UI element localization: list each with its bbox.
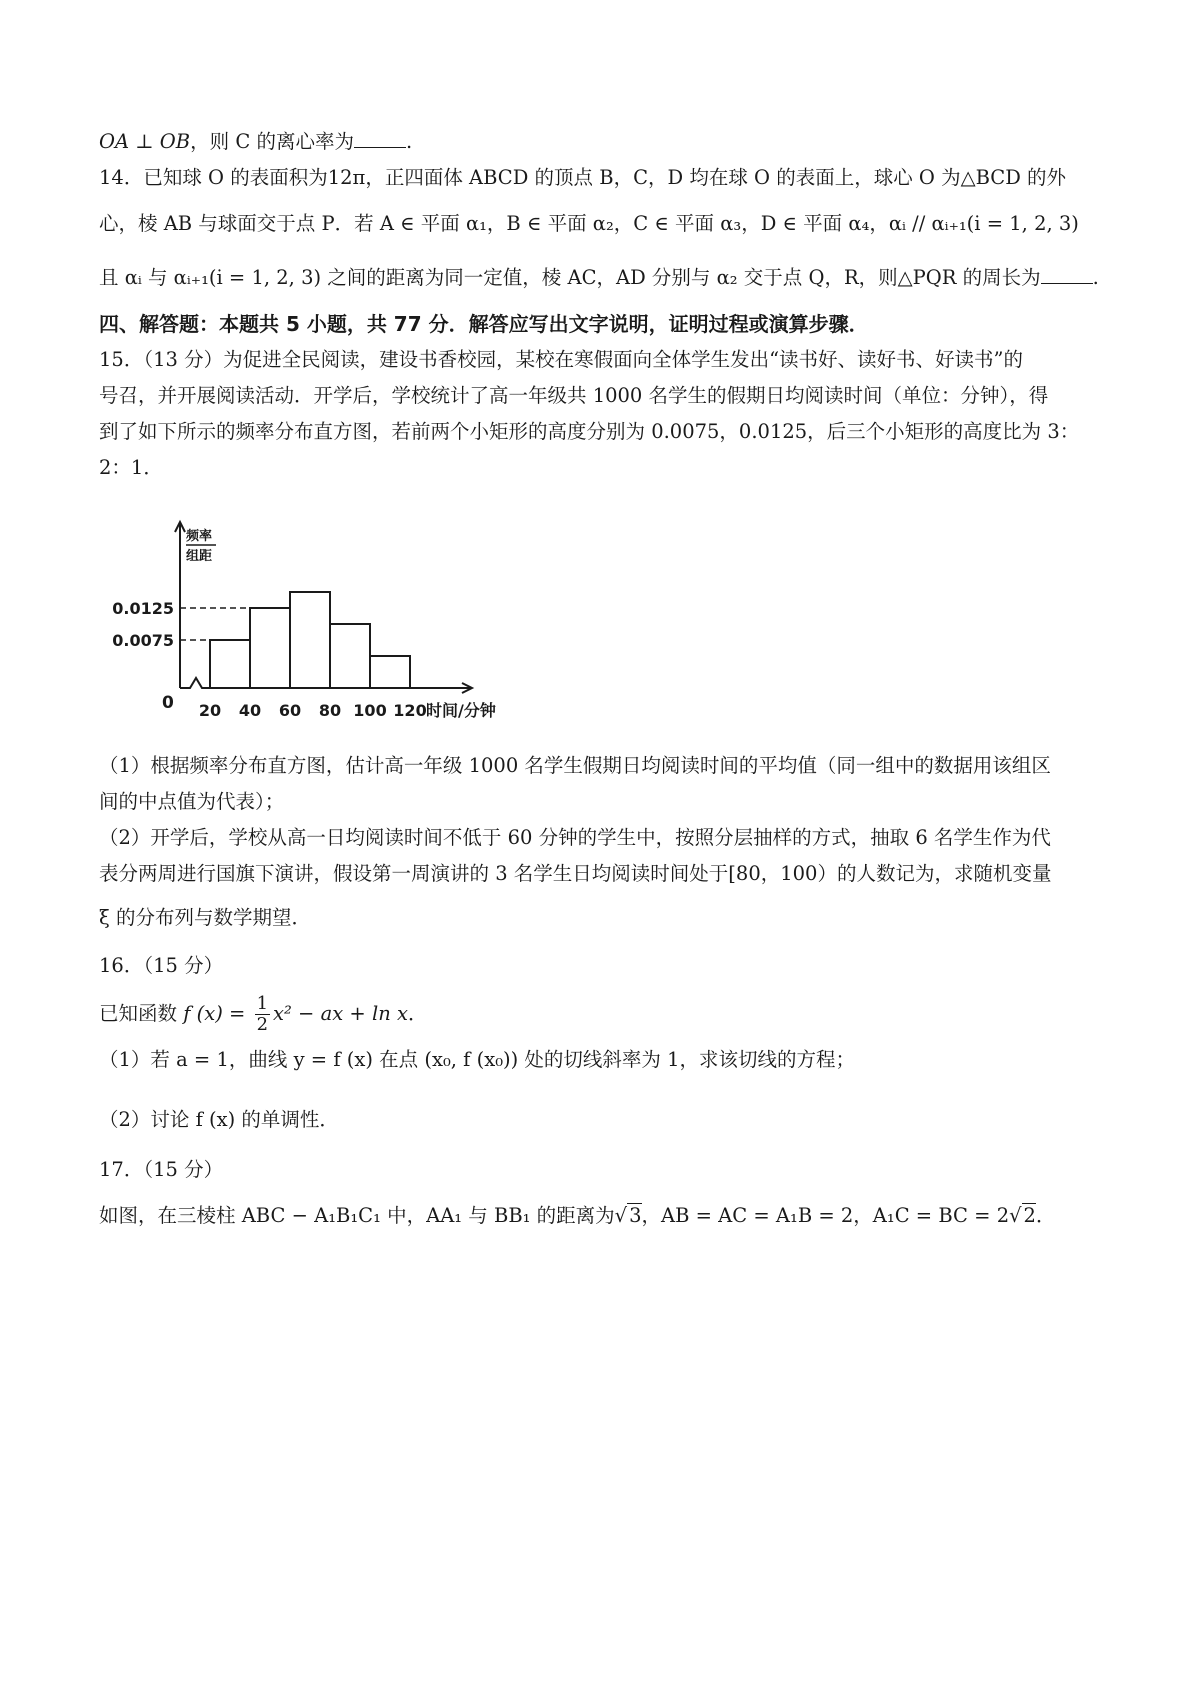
q15-part1-line-1: （1）根据频率分布直方图，估计高一年级 1000 名学生假期日均阅读时间的平均值（同一组中的数据用该组区 (99, 754, 1051, 777)
q13-answer-blank[interactable] (354, 129, 406, 148)
q17-line-1: 如图，在三棱柱 ABC − A₁B₁C₁ 中，AA₁ 与 BB₁ 的距离为√ 3，AB = AC = A₁B = 2，A₁C = BC = 2√ 2． (99, 1204, 1056, 1227)
histogram-axes (175, 522, 472, 693)
q15-part2-line-1: （2）开学后，学校从高一日均阅读时间不低于 60 分钟的学生中，按照分层抽样的方式，抽取 6 名学生作为代 (99, 826, 1051, 849)
q16-part-1: （1）若 a = 1，曲线 y = f (x) 在点 (x₀, f (x₀)) 处的切线斜率为 1，求该切线的方程； (99, 1048, 856, 1071)
q15-part1-line-2: 间的中点值为代表）； (99, 790, 285, 813)
frequency-histogram (112, 520, 560, 735)
q16-header: 16．（15 分） (99, 954, 224, 977)
q15-part2-line-3: ξ 的分布列与数学期望． (99, 906, 311, 929)
q15-part2-line-2: 表分两周进行国旗下演讲，假设第一周演讲的 3 名学生日均阅读时间处于[80，100）的人数记为，求随机变量 (99, 862, 1052, 885)
x-axis (180, 678, 470, 688)
x-tick-label: 80 (318, 701, 342, 720)
q15-line-4: 2：1． (99, 456, 163, 479)
q14-answer-blank[interactable] (1041, 265, 1093, 284)
q15-line-2: 号召，并开展阅读活动．开学后，学校统计了高一年级共 1000 名学生的假期日均阅读时间（单位：分钟），得 (99, 384, 1049, 407)
histogram-bar (330, 624, 370, 688)
y-tick-label: 0.0075 (112, 631, 174, 650)
x-tick-label: 40 (238, 701, 262, 720)
q13-text: ，则 C 的离心率为 (190, 130, 354, 153)
histogram-labels (112, 528, 496, 720)
histogram-bar (250, 608, 290, 688)
origin-label: 0 (162, 693, 174, 713)
q16-part-2: （2）讨论 f (x) 的单调性． (99, 1108, 339, 1131)
histogram-bar (290, 592, 330, 688)
q14-line-3: 且 αᵢ 与 αᵢ₊₁(i = 1, 2, 3) 之间的距离为同一定值，棱 AC，AD 分别与 α₂ 交于点 Q，R，则△PQR 的周长为 . (99, 266, 1099, 289)
q15-line-3: 到了如下所示的频率分布直方图，若前两个小矩形的高度分别为 0.0075，0.0125，后三个小矩形的高度比为 3： (99, 420, 1080, 443)
fraction-one-half: $\frac{1}{2}$ (256, 993, 269, 1035)
section-4-heading: 四、解答题：本题共 5 小题，共 77 分．解答应写出文字说明，证明过程或演算步骤． (99, 312, 869, 336)
q13-tail: OA ⊥ OB，则 C 的离心率为 . (99, 130, 413, 153)
x-tick-label: 20 (198, 701, 222, 720)
histogram-bar (210, 640, 250, 688)
x-tick-label: 60 (278, 701, 302, 720)
q13-condition: OA ⊥ OB (99, 130, 191, 153)
y-axis-label-bottom: 组距 (186, 549, 213, 564)
q16-function: 已知函数 f (x) = $\frac{1}{2}$ x² − ax + ln x． (99, 993, 428, 1035)
x-axis-label: 时间/分钟 (426, 701, 496, 720)
y-tick-label: 0.0125 (112, 599, 174, 618)
x-tick-label: 100 (353, 701, 387, 720)
histogram-bars (210, 592, 410, 688)
sqrt-symbol: √ (614, 1204, 628, 1227)
q14-line-1: 14．已知球 O 的表面积为12π，正四面体 ABCD 的顶点 B，C，D 均在球 O 的表面上，球心 O 为△BCD 的外 (99, 166, 1067, 189)
y-axis-label-top: 频率 (186, 529, 213, 544)
q14-line-2: 心，棱 AB 与球面交于点 P．若 A ∈ 平面 α₁，B ∈ 平面 α₂，C ∈ 平面 α₃，D ∈ 平面 α₄，αᵢ // αᵢ₊₁(i = 1, 2, 3) (99, 212, 1079, 235)
histogram-bar (370, 656, 410, 688)
q15-line-1: 15．（13 分）为促进全民阅读，建设书香校园，某校在寒假面向全体学生发出“读书好、读好书、好读书”的 (99, 348, 1024, 371)
q17-header: 17．（15 分） (99, 1158, 224, 1181)
x-tick-label: 120 (393, 701, 427, 720)
